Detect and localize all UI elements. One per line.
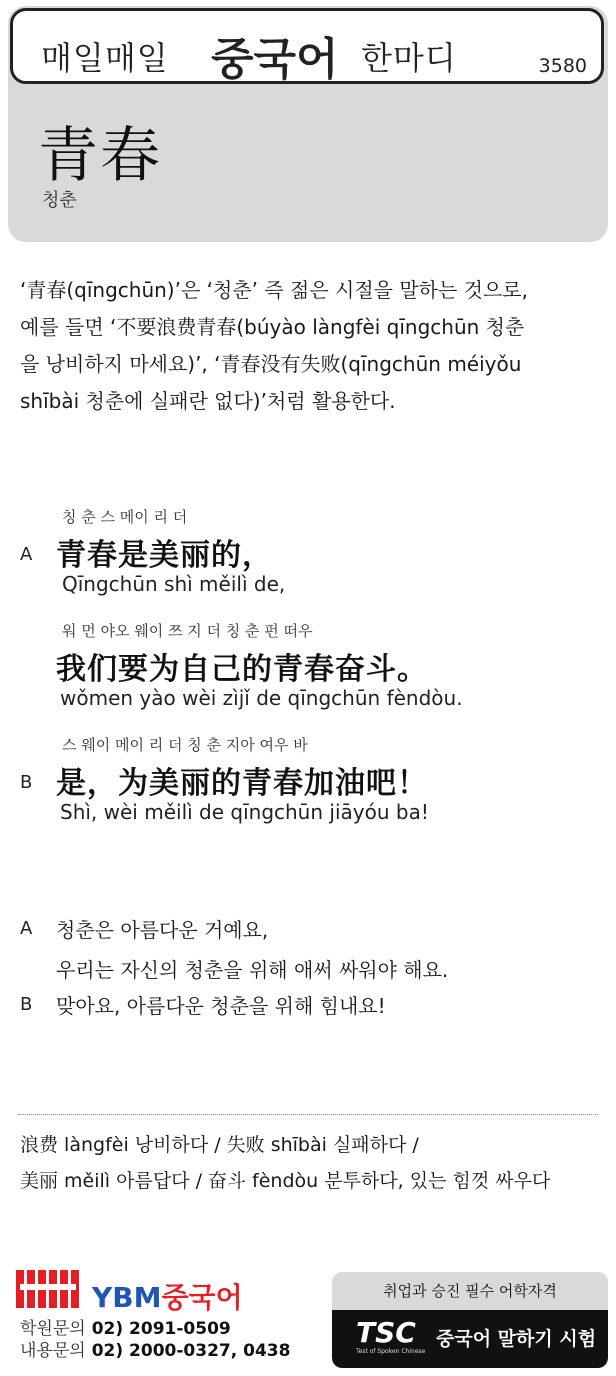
vocab-divider: [18, 1114, 598, 1115]
pinyin-line: wǒmen yào wèi zìjǐ de qīngchūn fèndòu.: [60, 686, 463, 710]
contact-content: [20, 1336, 290, 1361]
tsc-exam-name: 중국어 말하기 시험: [436, 1328, 597, 1350]
vocab-line: 美丽 měilì 아름답다 / 奋斗 fèndòu 분투하다, 있는 힘껏 싸우다: [20, 1170, 551, 1192]
title-bar: [10, 8, 604, 84]
tsc-bar: [332, 1310, 608, 1368]
ybm-brand-en: YBM: [92, 1281, 162, 1314]
speaker-label: A: [20, 918, 33, 939]
ybm-logo-icon: [16, 1270, 86, 1308]
contact-number: 02) 2091-0509: [91, 1319, 231, 1339]
intro-paragraph: [20, 272, 598, 420]
contact-number: 02) 2000-0327, 0438: [91, 1341, 291, 1361]
korean-pronunciation: 스 웨이 메이 리 더 칭 춘 지아 여우 바: [62, 736, 308, 754]
intro-line: shībài 청춘에 실패란 없다)’처럼 활용한다.: [20, 389, 396, 413]
ybm-brand: [92, 1276, 243, 1316]
tsc-banner: [332, 1272, 608, 1368]
korean-pronunciation: 칭 춘 스 메이 리 더: [62, 508, 188, 526]
pinyin-line: Qīngchūn shì měilì de,: [62, 572, 286, 596]
chinese-sentence: 青春是美丽的，: [56, 538, 273, 573]
intro-line: 을 낭비하지 마세요)’, ‘青春没有失败(qīngchūn méiyǒu: [20, 352, 522, 376]
pinyin-line: Shì, wèi měilì de qīngchūn jiāyóu ba!: [60, 800, 429, 824]
tsc-logo: TSC: [356, 1316, 416, 1349]
contact-label: 학원문의: [20, 1319, 86, 1339]
speaker-label: B: [20, 994, 33, 1015]
korean-pronunciation: 워 먼 야오 웨이 쯔 지 더 칭 춘 펀 떠우: [62, 622, 313, 640]
episode-number: 3580: [538, 55, 587, 77]
translation-line: 청춘은 아름다운 거예요,: [56, 918, 269, 942]
word-hanzi: 青春: [38, 121, 162, 191]
chinese-sentence: 是，为美丽的青春加油吧！: [56, 766, 428, 801]
intro-line: ‘青春(qīngchūn)’은 ‘청춘’ 즉 젊은 시절을 말하는 것으로,: [20, 278, 528, 302]
series-title-right: 한마디: [361, 39, 457, 77]
translation-line: 우리는 자신의 청춘을 위해 애써 싸워야 해요.: [56, 958, 449, 982]
vocab-line: 浪费 làngfèi 낭비하다 / 失败 shībài 실패하다 /: [20, 1134, 419, 1156]
series-title-main: 중국어: [211, 34, 339, 85]
ybm-brand-ko: 중국어: [161, 1281, 243, 1314]
speaker-label: B: [20, 772, 33, 793]
intro-line: 예를 들면 ‘不要浪费青春(búyào làngfèi qīngchūn 청춘: [20, 315, 525, 339]
chinese-sentence: 我们要为自己的青春奋斗。: [56, 652, 428, 687]
tsc-tagline: 취업과 승진 필수 어학자격: [383, 1282, 557, 1300]
series-title-left: 매일매일: [41, 39, 169, 77]
speaker-label: A: [20, 544, 33, 565]
word-korean: 청춘: [42, 190, 77, 211]
tsc-subtitle: Test of Spoken Chinese: [356, 1348, 426, 1355]
contact-label: 내용문의: [20, 1341, 86, 1361]
translation-line: 맞아요, 아름다운 청춘을 위해 힘내요!: [56, 994, 386, 1018]
